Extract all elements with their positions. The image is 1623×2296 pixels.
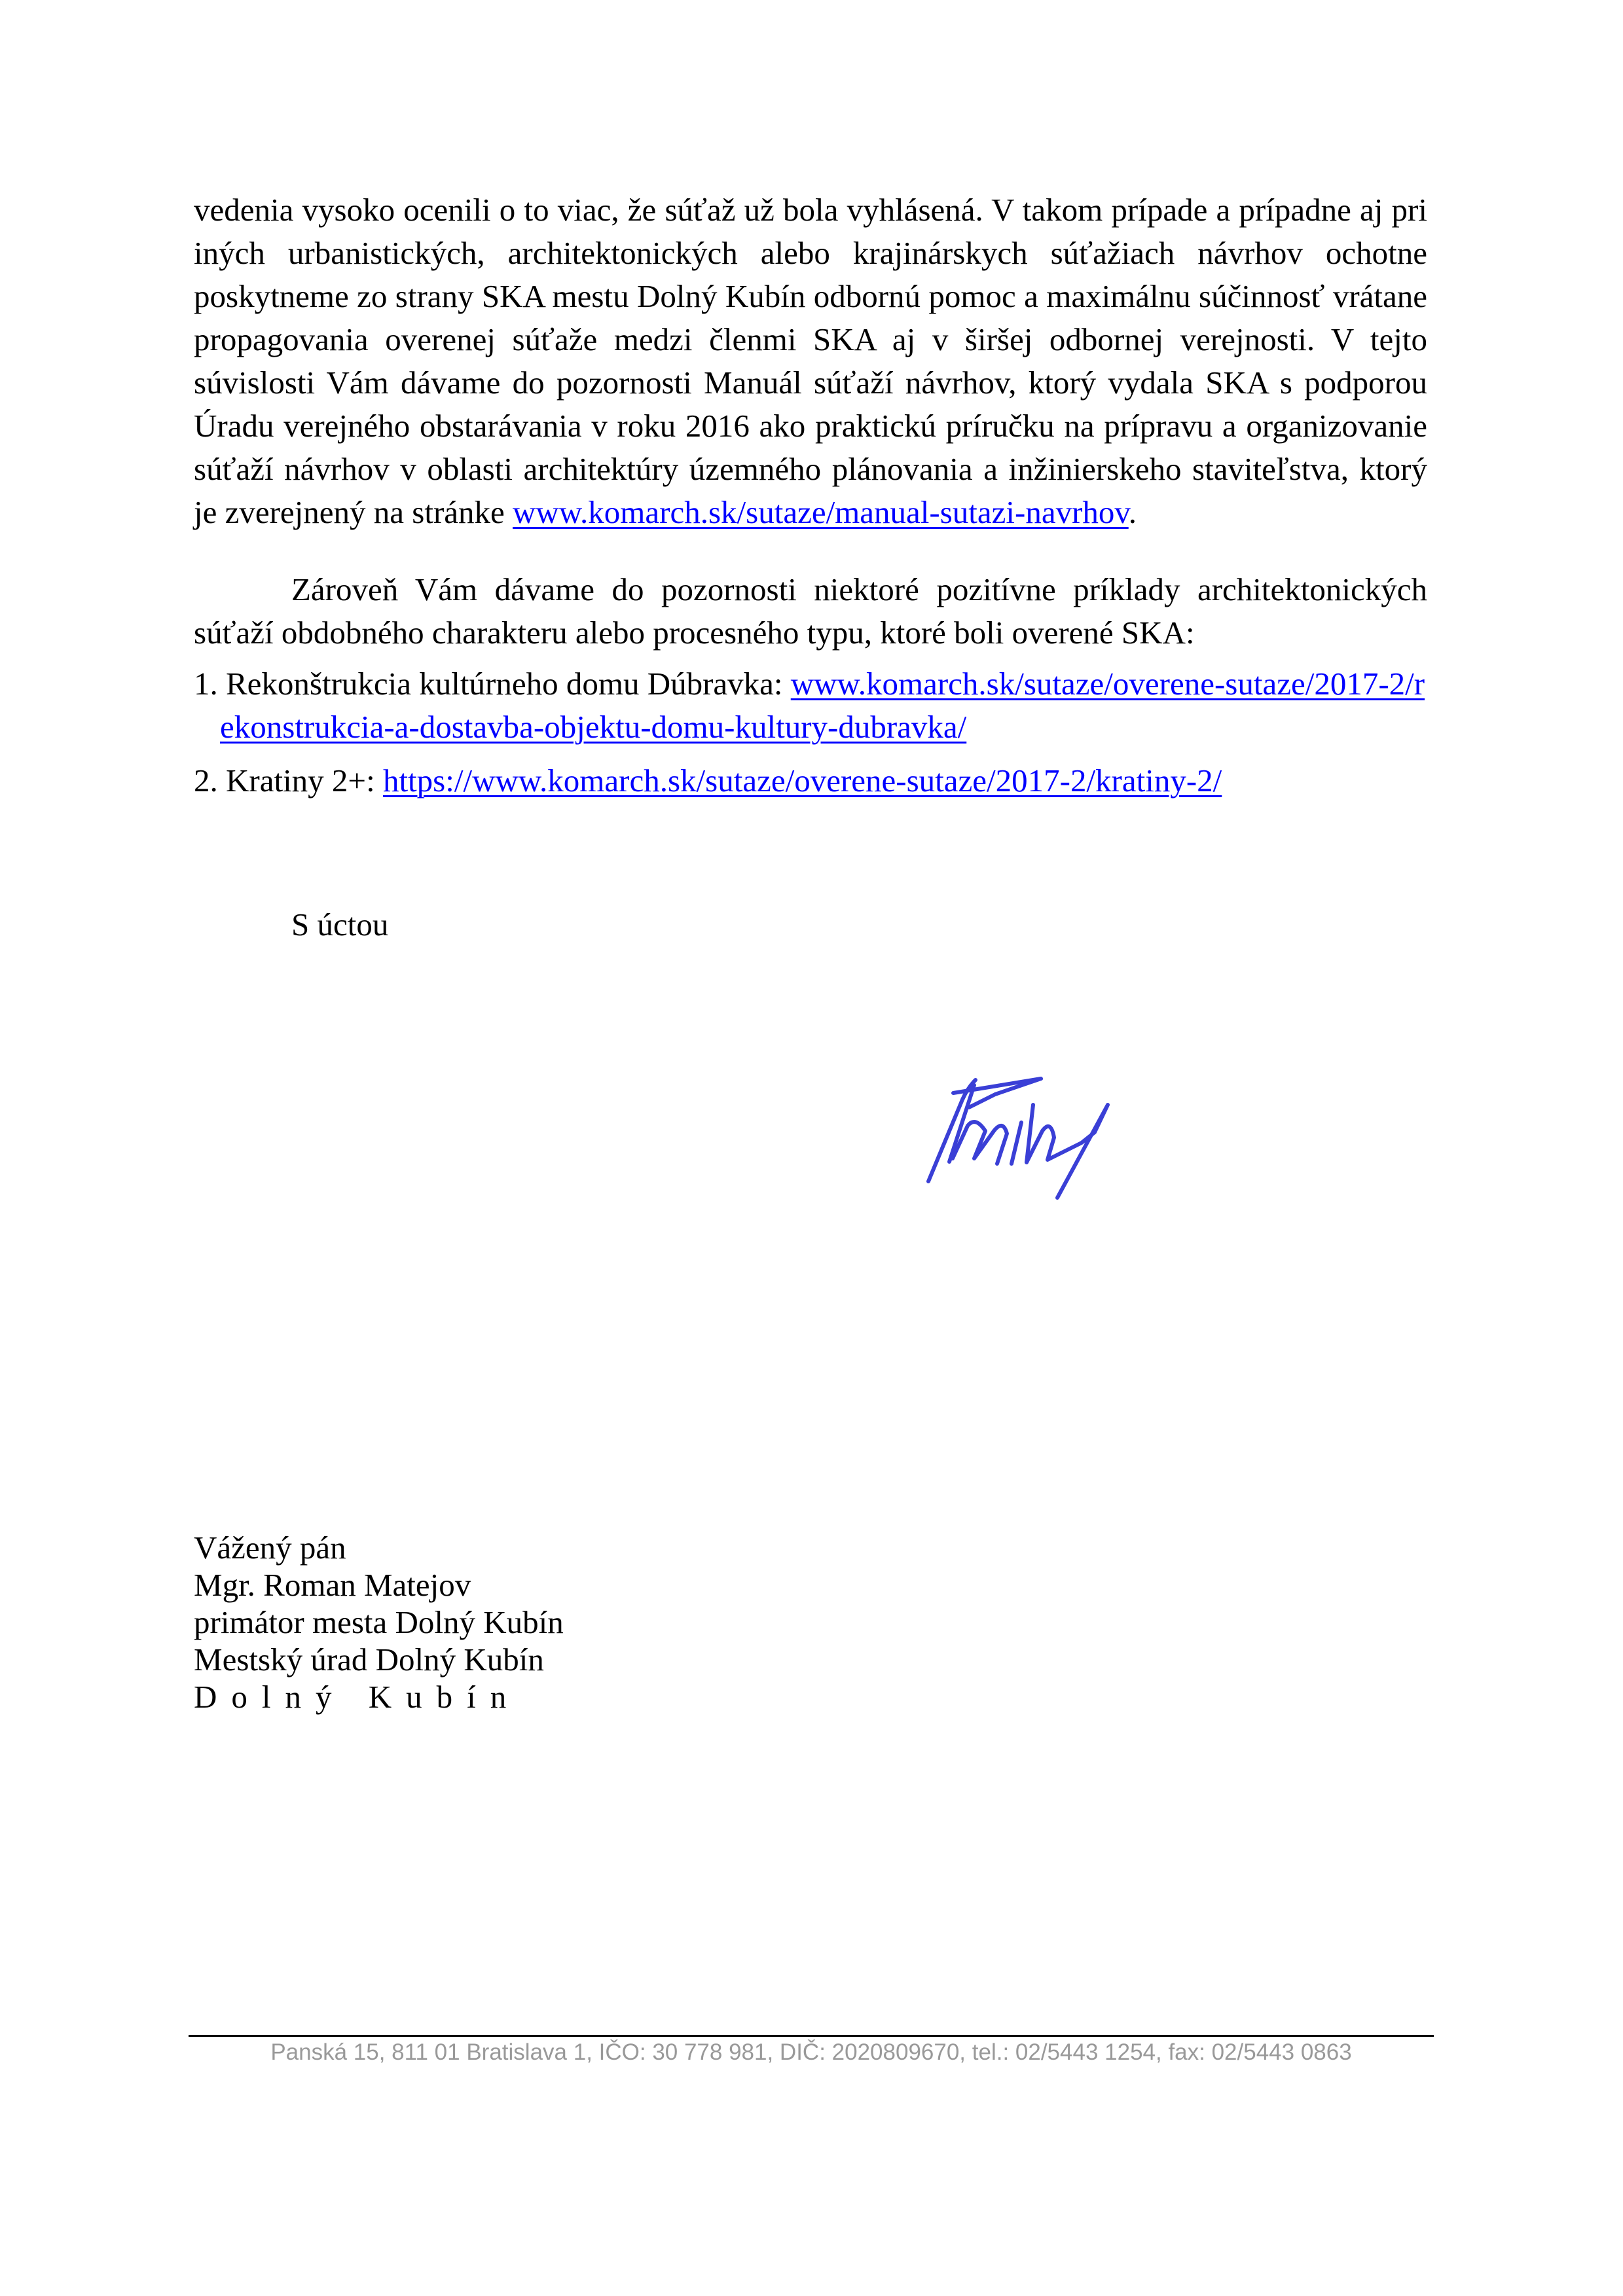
manual-link[interactable]: www.komarch.sk/sutaze/manual-sutazi-navrhov <box>513 494 1129 530</box>
address-office: Mestský úrad Dolný Kubín <box>194 1641 544 1677</box>
list-label: Kratiny 2+: <box>226 762 383 798</box>
closing-salutation: S úctou <box>291 906 389 942</box>
paragraph-1-text: vedenia vysoko ocenili o to viac, že súťaž už bola vyhlásená. V takom prípade a prípadne aj pri iných urbanistických, architektonických alebo krajinárskych súťažiach návrhov ochotne poskytneme zo strany SKA mestu Dolný Kubín odbornú pomoc a maximálnu súčinnosť vrátane propagovania overenej súťaže medzi členmi SKA aj v širšej odbornej verejnosti. V tejto súvislosti Vám dávame do pozornosti Manuál súťaží návrhov, ktorý vydala SKA s podporou Úradu verejného obstarávania v roku 2016 ako praktickú príručku na prípravu a organizovanie súťaží návrhov v oblasti architektúry územného plánovania a inžinierskeho staviteľstva, ktorý je zverejnený na stránke <box>194 192 1427 530</box>
list-item <box>194 662 1427 749</box>
list-label: Rekonštrukcia kultúrneho domu Dúbravka: <box>226 666 791 702</box>
list-number: 1. <box>194 666 218 702</box>
kratiny-link[interactable]: https://www.komarch.sk/sutaze/overene-sutaze/2017-2/kratiny-2/ <box>382 762 1222 798</box>
body-paragraph-1 <box>194 188 1427 534</box>
body-paragraph-2: Zároveň Vám dávame do pozornosti niektoré pozitívne príklady architektonických súťaží obdobného charakteru alebo procesného typu, ktoré boli overené SKA: <box>194 571 1427 651</box>
address-name: Mgr. Roman Matejov <box>194 1567 471 1603</box>
address-salutation: Vážený pán <box>194 1530 346 1566</box>
address-title: primátor mesta Dolný Kubín <box>194 1604 564 1640</box>
recipient-address <box>194 1529 564 1715</box>
dubravka-link[interactable]: www.komarch.sk/sutaze/overene-sutaze/2017-2/rekonstrukcia-a-dostavba-objektu-domu-kultury-dubravka/ <box>220 666 1425 745</box>
address-city: Dolný Kubín <box>194 1679 521 1715</box>
list-number: 2. <box>194 762 218 798</box>
footer-divider <box>189 2035 1434 2037</box>
signature-image <box>890 1054 1172 1211</box>
list-item <box>194 759 1427 802</box>
signature <box>890 1054 1172 1211</box>
footer-contact: Panská 15, 811 01 Bratislava 1, IČO: 30 778 981, DIČ: 2020809670, tel.: 02/5443 1254, fax: 02/5443 0863 <box>270 2039 1352 2065</box>
paragraph-1-end: . <box>1128 494 1137 530</box>
example-list <box>194 662 1427 802</box>
